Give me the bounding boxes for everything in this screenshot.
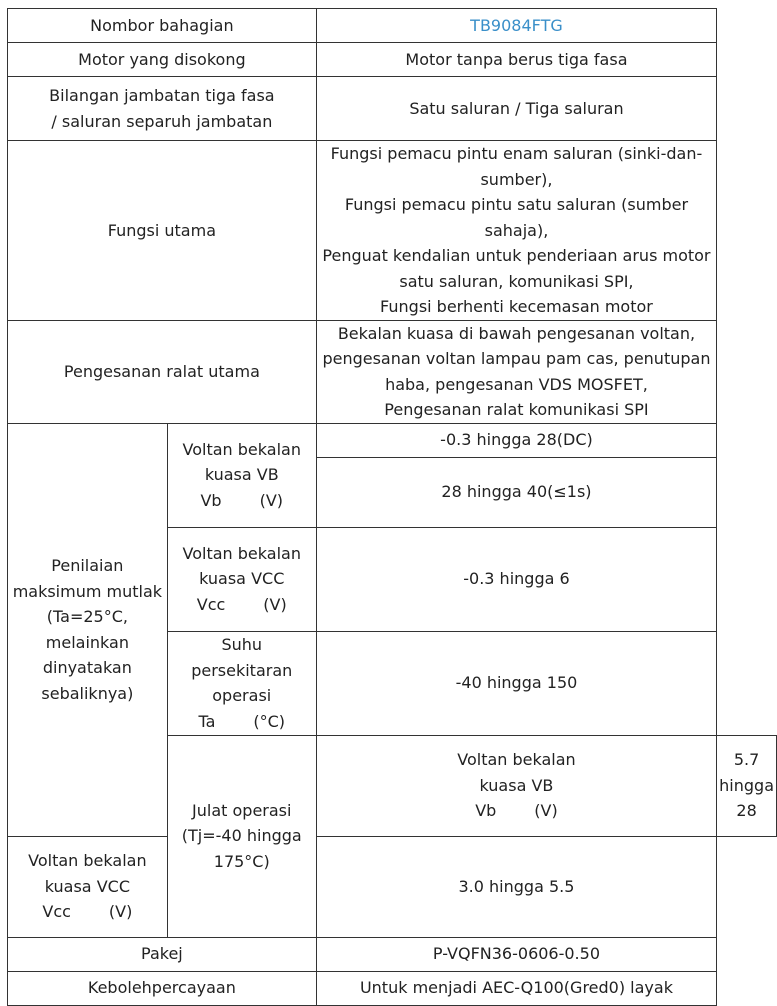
row-reliability [8, 971, 777, 1005]
op-vb-label-cell [316, 735, 716, 836]
row-package [8, 937, 777, 971]
abs-ta-unit: (°C) [253, 711, 286, 731]
spec-table [7, 8, 777, 1006]
reliability-value: Untuk menjadi AEC-Q100(Gred0) layak [316, 971, 716, 1005]
motor-value: Motor tanpa berus tiga fasa [316, 43, 716, 77]
abs-vcc-label-cell [167, 527, 316, 631]
abs-ta-label-cell [167, 631, 316, 735]
op-vcc-symbol-line [10, 899, 165, 925]
op-range-label: Julat operasi (Tj=-40 hingga 175°C) [167, 735, 316, 937]
abs-vcc-value: -0.3 hingga 6 [316, 527, 716, 631]
bridge-value: Satu saluran / Tiga saluran [316, 77, 716, 141]
abs-ta-value: -40 hingga 150 [316, 631, 716, 735]
abs-vcc-label: Voltan bekalan kuasa VCC [182, 543, 301, 589]
abs-max-label: Penilaian maksimum mutlak (Ta=25°C, melainkan dinyatakan sebaliknya) [8, 423, 168, 836]
functions-label: Fungsi utama [8, 141, 317, 321]
motor-label: Motor yang disokong [8, 43, 317, 77]
abs-vb-dc-value: -0.3 hingga 28(DC) [316, 423, 716, 457]
op-vcc-label-cell [8, 836, 168, 937]
row-errors [8, 320, 777, 423]
errors-value: Bekalan kuasa di bawah pengesanan voltan, pengesanan voltan lampau pam cas, penutupan haba, pengesanan VDS MOSFET, Pengesanan ralat komunikasi SPI [316, 320, 716, 423]
op-vb-unit: (V) [534, 801, 558, 821]
row-functions [8, 141, 777, 321]
bridge-label: Bilangan jambatan tiga fasa / saluran separuh jambatan [8, 77, 317, 141]
op-vcc-symbol: Vcc [42, 902, 71, 922]
row-abs-vb-dc [8, 423, 777, 457]
row-motor [8, 43, 777, 77]
abs-ta-symbol: Ta [198, 711, 216, 731]
package-value: P-VQFN36-0606-0.50 [316, 937, 716, 971]
abs-vb-symbol: Vb [200, 490, 222, 510]
abs-vb-unit: (V) [259, 490, 284, 510]
functions-value: Fungsi pemacu pintu enam saluran (sinki-dan- sumber), Fungsi pemacu pintu satu saluran (sumber sahaja), Penguat kendalian untuk penderiaan arus motor satu saluran, komunikasi SPI, Fungsi berhenti kecemasan motor [316, 141, 716, 321]
part-number-label: Nombor bahagian [8, 9, 317, 43]
op-vcc-value: 3.0 hingga 5.5 [316, 836, 716, 937]
abs-ta-label: Suhu persekitaran operasi [191, 635, 293, 705]
reliability-label: Kebolehpercayaan [8, 971, 317, 1005]
op-vcc-unit: (V) [108, 902, 133, 922]
op-vb-label: Voltan bekalan kuasa VB [457, 750, 576, 795]
op-vb-value: 5.7 hingga 28 [717, 735, 777, 836]
errors-label: Pengesanan ralat utama [8, 320, 317, 423]
row-bridge [8, 77, 777, 141]
abs-vcc-unit: (V) [263, 594, 287, 614]
abs-vcc-symbol: Vcc [196, 594, 226, 614]
op-vb-symbol: Vb [475, 801, 497, 821]
package-label: Pakej [8, 937, 317, 971]
abs-vcc-symbol-line [170, 592, 314, 618]
row-op-vcc [8, 836, 777, 937]
op-vb-symbol-line [319, 798, 714, 824]
abs-ta-symbol-line [170, 709, 314, 735]
abs-vb-label-cell [167, 423, 316, 527]
row-part-number [8, 9, 777, 43]
part-number-link[interactable]: TB9084FTG [316, 9, 716, 43]
abs-vb-pulse-value: 28 hingga 40(≤1s) [316, 457, 716, 527]
abs-vb-symbol-line [170, 488, 314, 514]
abs-vb-label: Voltan bekalan kuasa VB [182, 439, 301, 485]
op-vcc-label: Voltan bekalan kuasa VCC [28, 851, 147, 896]
